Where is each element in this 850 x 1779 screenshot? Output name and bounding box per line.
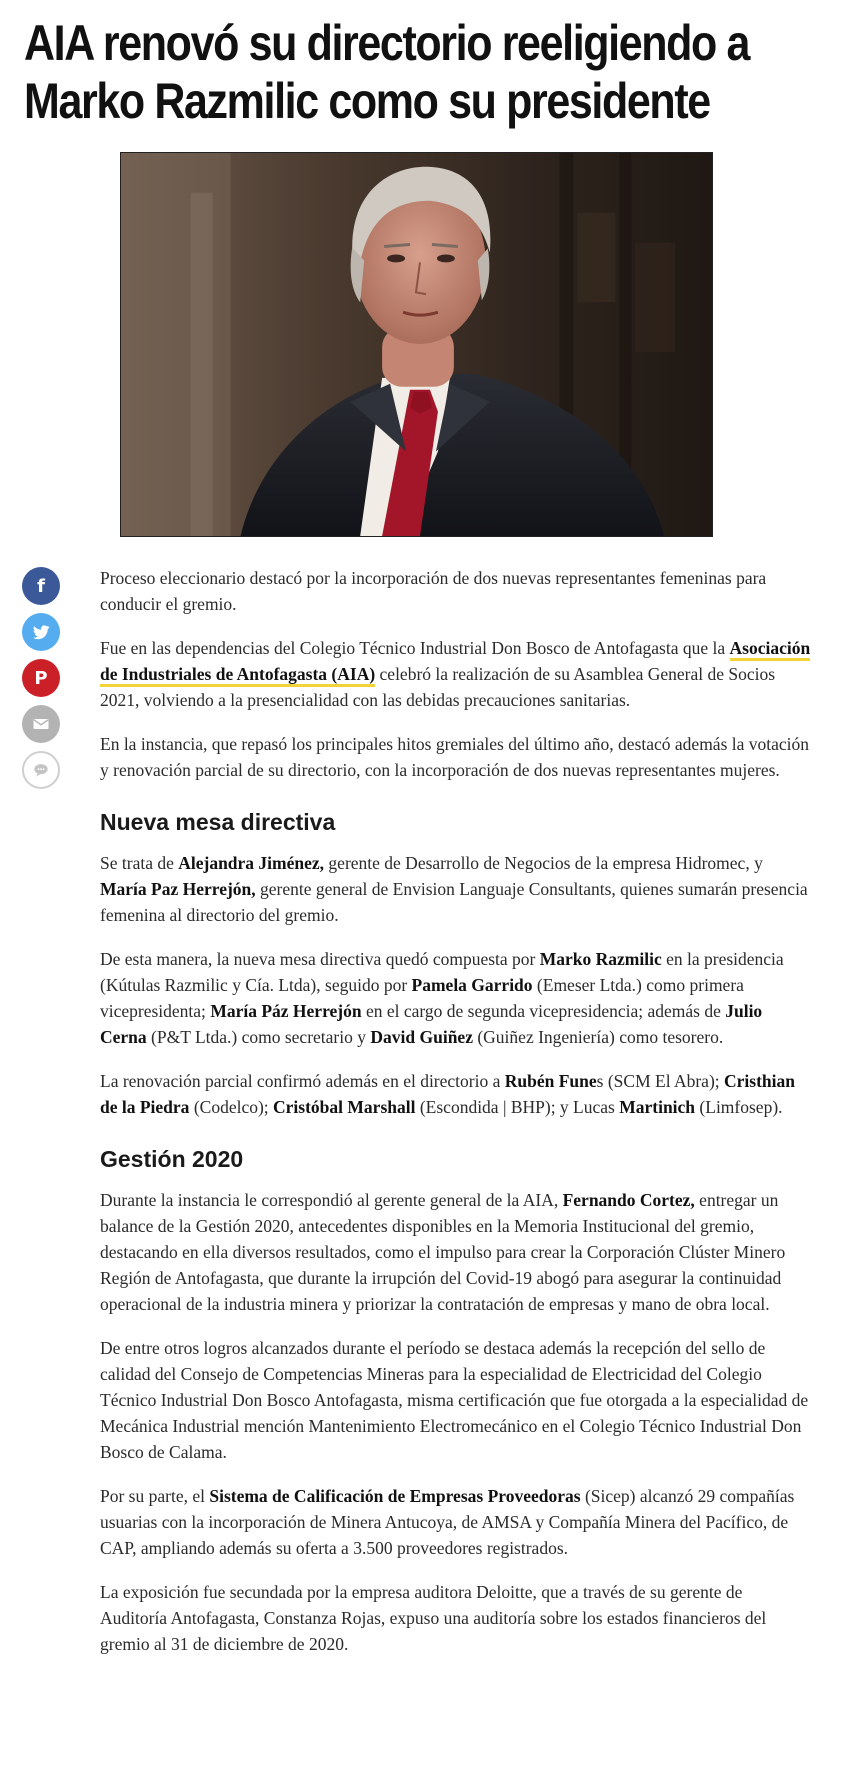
text-span: Se trata de: [100, 853, 179, 873]
portrait-illustration: [121, 153, 712, 536]
text-span: Por su parte, el: [100, 1486, 210, 1506]
twitter-share-button[interactable]: [22, 613, 60, 651]
facebook-share-button[interactable]: [22, 567, 60, 605]
section-heading-gestion-2020: Gestión 2020: [100, 1146, 244, 1172]
headline-line-2: Marko Razmilic como su presidente: [24, 73, 710, 129]
text-span: gerente de Desarrollo de Negocios de la empresa Hidromec, y: [324, 853, 763, 873]
text-span: La renovación parcial confirmó además en el directorio a: [100, 1071, 505, 1091]
text-span: Fue en las dependencias del Colegio Técnico Industrial Don Bosco de Antofagasta que la: [100, 638, 730, 658]
paragraph: [100, 1483, 812, 1561]
paragraph: [100, 946, 812, 1050]
bold-name: Alejandra Jiménez,: [178, 853, 325, 873]
bold-name: Marko Razmilic: [539, 949, 662, 969]
section-heading-mesa-directiva: Nueva mesa directiva: [100, 809, 336, 835]
text-span: entregar un balance de la Gestión 2020, antecedentes disponibles en la Memoria Institucional del gremio, destacando en ella diversos resultados, como el impulso para crear la Corporación Clúster Minero Región de Antofagasta, que durante la irrupción del Covid-19 abogó para asegurar la continuidad operacional de la industria minera y priorizar la contratación de empresas y mano de obra local.: [100, 1190, 786, 1314]
bold-name: Rubén Fune: [504, 1071, 597, 1091]
paragraph: De entre otros logros alcanzados durante el período se destaca además la recepción del sello de calidad del Consejo de Competencias Mineras para la especialidad de Electricidad del Colegio Técnico Industrial Don Bosco Antofagasta, misma certificación que fue otorgada a la especialidad de Mecánica Industrial mención Mantenimiento Electromecánico en el Colegio Técnico Industrial Don Bosco de Calama.: [100, 1338, 809, 1462]
envelope-icon: [31, 714, 51, 734]
lead-paragraph: Proceso eleccionario destacó por la incorporación de dos nuevas representantes femeninas para conducir el gremio.: [100, 568, 767, 614]
text-span: s (SCM El Abra);: [596, 1071, 725, 1091]
email-share-button[interactable]: [22, 705, 60, 743]
paragraph: [100, 850, 812, 928]
paragraph: [100, 1068, 812, 1120]
comment-button[interactable]: [22, 751, 60, 789]
bold-name: David Guiñez: [370, 1027, 473, 1047]
bold-name: Cristhian de la Piedra: [100, 1071, 796, 1117]
bold-name: Julio Cerna: [100, 1001, 763, 1047]
bold-name: Cristóbal Marshall: [273, 1097, 416, 1117]
social-share-bar: [22, 567, 64, 797]
article-photo: [120, 152, 713, 537]
article-body: [100, 565, 812, 1675]
text-span: en el cargo de segunda vicepresidencia; además de: [361, 1001, 726, 1021]
bold-name: Pamela Garrido: [411, 975, 533, 995]
comment-icon: [31, 760, 51, 780]
text-span: en la presidencia (Kútulas Razmilic y Cía. Ltda), seguido por: [100, 949, 784, 995]
text-span: (Sicep) alcanzó 29 compañías usuarias con la incorporación de Minera Antucoya, de AMSA y Compañía Minera del Pacífico, de CAP, ampliando además su oferta a 3.500 proveedores registrados.: [100, 1486, 795, 1558]
bold-name: María Paz Herrejón,: [100, 879, 256, 899]
paragraph: La exposición fue secundada por la empresa auditora Deloitte, que a través de su gerente de Auditoría Antofagasta, Constanza Rojas, expuso una auditoría sobre los estados financieros del gremio al 31 de diciembre de 2020.: [100, 1582, 767, 1654]
bold-name: Martinich: [619, 1097, 696, 1117]
text-span: De esta manera, la nueva mesa directiva quedó compuesta por: [100, 949, 540, 969]
bold-term: Sistema de Calificación de Empresas Proveedoras: [209, 1486, 581, 1506]
twitter-icon: [31, 622, 51, 642]
article-headline: [24, 14, 750, 130]
text-span: (Codelco);: [189, 1097, 274, 1117]
text-span: gerente general de Envision Languaje Consultants, quienes sumarán presencia femenina al directorio del gremio.: [100, 879, 808, 925]
text-span: (Escondida | BHP); y Lucas: [415, 1097, 620, 1117]
paragraph: [100, 635, 812, 713]
paragraph: [100, 1187, 812, 1317]
text-span: (P&T Ltda.) como secretario y: [146, 1027, 371, 1047]
text-span: Durante la instancia le correspondió al gerente general de la AIA,: [100, 1190, 563, 1210]
facebook-icon: f: [37, 575, 45, 597]
aia-link[interactable]: Asociación de Industriales de Antofagasta (AIA): [100, 638, 810, 687]
text-span: (Emeser Ltda.) como primera vicepresidenta;: [100, 975, 744, 1021]
pinterest-share-button[interactable]: [22, 659, 60, 697]
text-span: celebró la realización de su Asamblea General de Socios 2021, volviendo a la presencialidad con las debidas precauciones sanitarias.: [100, 664, 776, 710]
text-span: (Guiñez Ingeniería) como tesorero.: [472, 1027, 724, 1047]
headline-line-1: AIA renovó su directorio reeligiendo a: [24, 15, 750, 71]
bold-name: Fernando Cortez,: [562, 1190, 695, 1210]
pinterest-icon: P: [34, 667, 48, 689]
paragraph: En la instancia, que repasó los principales hitos gremiales del último año, destacó además la votación y renovación parcial de su directorio, con la incorporación de dos nuevas representantes mujeres.: [100, 734, 810, 780]
bold-name: María Páz Herrejón: [210, 1001, 362, 1021]
text-span: (Limfosep).: [695, 1097, 783, 1117]
